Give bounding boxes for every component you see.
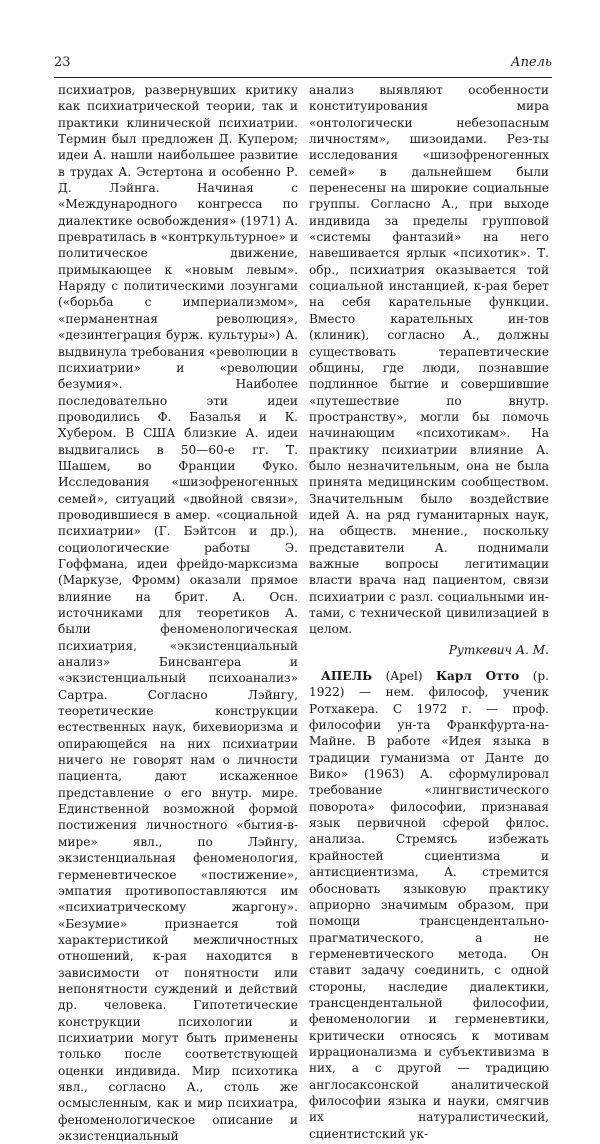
- text-fragment: внутр. пространству», могли бы помочь начинающим «психотикам». На: [309, 393, 549, 441]
- text-fragment: фантазий» на него навешивается ярлык «психотик». Т. обр., психиатрия: [309, 230, 549, 277]
- text-fragment: поднимали важные вопросы легитимации власти врача над пациентом,: [309, 540, 549, 588]
- text-fragment: оказывается той социальной инстанцией, к-рая берет на себя карательные функции. Вместо карательных: [309, 262, 550, 326]
- text-fragment: внутр. мире. Единственной возможной формой постижения личностного: [58, 785, 298, 833]
- text-fragment: оценки индивида. Мир психотика явл.,: [58, 1063, 298, 1094]
- text-fragment: философии языка и науки, смягчив их: [309, 1093, 549, 1125]
- entry-apel: [309, 668, 549, 1142]
- text-fragment: незначительным, она не была принята медицинским сообществом. Значительным было воздействие идей А. на: [309, 458, 550, 522]
- text-fragment: В США близкие А. идеи выдвигались: [58, 426, 298, 457]
- text-fragment: ставит задачу соединить, с одной стороны, наследие диалектики, трансцендентальной философии, феноменологии и герменевтики, критически относясь к мотивам иррационализма и субъективизма в них, а с другой — традицию англосаксонской аналитической: [309, 963, 549, 1092]
- text-fragment: дают искаженное представление о его: [58, 769, 298, 800]
- text-fragment: Рез-ты исследования «шизофреногенных семей» в дальнейшем были перенесены на широкие социальные группы. Согласно А., при выходе индивида за пределы групповой «системы: [309, 132, 549, 245]
- text-fragment: Гипотетические конструкции психологии и психиатрии могут быть применены только после соответствующей: [58, 998, 298, 1062]
- text-fragment: А. превратилась в «контркультурное»: [58, 213, 298, 245]
- text-fragment: нашли наибольшее развитие в трудах: [58, 148, 298, 179]
- text-fragment: натуралистический, сциентистский ук-: [309, 1110, 549, 1141]
- text-fragment: мнение., поскольку представители А.: [309, 524, 549, 555]
- text-fragment: Фромм) оказали прямое влияние на: [58, 573, 298, 604]
- text-fragment: психиатрия, «экзистенциальный анализ» Бинсвангера и «экзистенциальный: [58, 638, 298, 686]
- entry-headword: АПЕЛЬ: [321, 669, 373, 684]
- left-column: [58, 82, 298, 1144]
- author-signature: Руткевич А. М.: [448, 642, 549, 657]
- running-head: Апель: [510, 55, 552, 70]
- right-column: [309, 82, 549, 1142]
- text-fragment: А. Эстертона и особенно Р. Д. Лэйнга.: [58, 164, 298, 196]
- text-fragment: брит. А. Осн. источниками для теоретиков А. были феноменологическая: [58, 589, 299, 637]
- text-fragment: «бытия-в-мире» явл., по Лэйнгу, экзистенциальная феноменология, герменевтическое «постижение», эмпатия противопоставляются им «психиатрическому жаргону». «Безумие» признается той: [58, 818, 298, 931]
- text-fragment: как и мир психиатра, феноменологическое описание и экзистенциальный: [58, 1096, 299, 1143]
- text-fragment: в 50—60-е гг. Т. Шашем, во Франции Фуко. Исследования «шизофреногенных семей», ситуаций «двойной связи», проводившиеся в амер. «социальной психиатрии» (Г. Бэйтсон и др.),: [58, 442, 298, 539]
- text-fragment: в психиатрии» и «революции безумия».: [58, 344, 298, 392]
- text-fragment: психоанализ» Сартра. Согласно Лэйнгу, теоретические конструкции естественных наук, бихевиоризма и опирающейся на них психиатрии ничего не: [58, 671, 298, 768]
- page-header: [54, 55, 552, 77]
- text-fragment: первичной сферой филос. анализа.: [309, 816, 549, 847]
- text-fragment: существовать терапевтические общины, где люди, познавшие подлинное: [309, 344, 549, 392]
- text-fragment: психиатров, развернувших критику как: [58, 83, 298, 114]
- text-fragment: психиатрической теории, так и практики клинической психиатрии. Термин: [58, 99, 298, 147]
- text-fragment: «Идея языка в традиции гуманизма от: [309, 734, 550, 765]
- entry-latin: (Apel): [385, 669, 423, 684]
- text-fragment: Стремясь избежать крайностей сциентизма и антисциентизма, А. стремится обосновать языковую практику априорно значимым образом, при помощи трансцендентально-прагматического, а не герменевтического метода. Он: [309, 832, 549, 961]
- text-fragment: и политическое движение, примыкающее к «новым левым». Наряду с политическими лозунгами («борьба с империализмом», «перманентная революция», «дезинтеграция бурж. культуры»): [58, 230, 298, 343]
- text-fragment: ряд гуманитарных наук, на обществ.: [309, 507, 549, 539]
- text-fragment: (р. 1922) — нем. философ, ученик Ротхакера. С 1972 г. — проф. философии ун-та Франкфурта-на-Майне. В работе: [309, 669, 549, 749]
- text-fragment: характеристикой межличностных отношений, к-рая находится в зависимости от понятности или непонятности: [58, 932, 298, 996]
- text-fragment: был предложен Д. Купером; идеи А.: [58, 132, 298, 163]
- right-column-text: [309, 82, 549, 638]
- text-fragment: идеи фрейдо-марксизма (Маркузе,: [58, 556, 298, 588]
- text-fragment: Данте до Вико» (1963) А. сформулировал требование «лингвистического: [309, 750, 549, 798]
- header-rule: [54, 77, 552, 78]
- text-fragment: Наиболее последовательно эти идеи: [58, 377, 298, 408]
- text-fragment: социологические работы Э. Гоффмана,: [58, 540, 298, 571]
- page-number: 23: [54, 55, 71, 70]
- text-fragment: суждений и действий др. человека.: [58, 981, 298, 1013]
- text-fragment: Начиная с «Международного конгресса по диалектике освобождения» (1971): [58, 181, 298, 228]
- text-fragment: связи психиатрии с разл. социальными ин-тами, с технической цивилизацией в целом.: [309, 573, 549, 637]
- text-fragment: поворота» философии, признавая язык: [309, 799, 549, 831]
- left-column-text: [58, 82, 298, 1144]
- text-fragment: практику психиатрии влияние А. было: [309, 442, 549, 473]
- text-fragment: говорят нам о личности пациента,: [58, 753, 298, 784]
- text-fragment: бытие и совершившие «путешествие по: [309, 377, 550, 408]
- text-fragment: анализ выявляют особенности конституирования мира «онтологически небезопасным личностям», шизоидами.: [309, 83, 549, 147]
- entry-name: Карл Отто: [436, 669, 520, 684]
- text-fragment: ин-тов (клиник), согласно А., должны: [309, 311, 549, 343]
- text-fragment: А. выдвинула требования «революции: [58, 328, 298, 359]
- text-fragment: проводились Ф. Базалья и К. Хубером.: [58, 409, 298, 441]
- text-fragment: согласно А., столь же осмысленным,: [58, 1079, 299, 1111]
